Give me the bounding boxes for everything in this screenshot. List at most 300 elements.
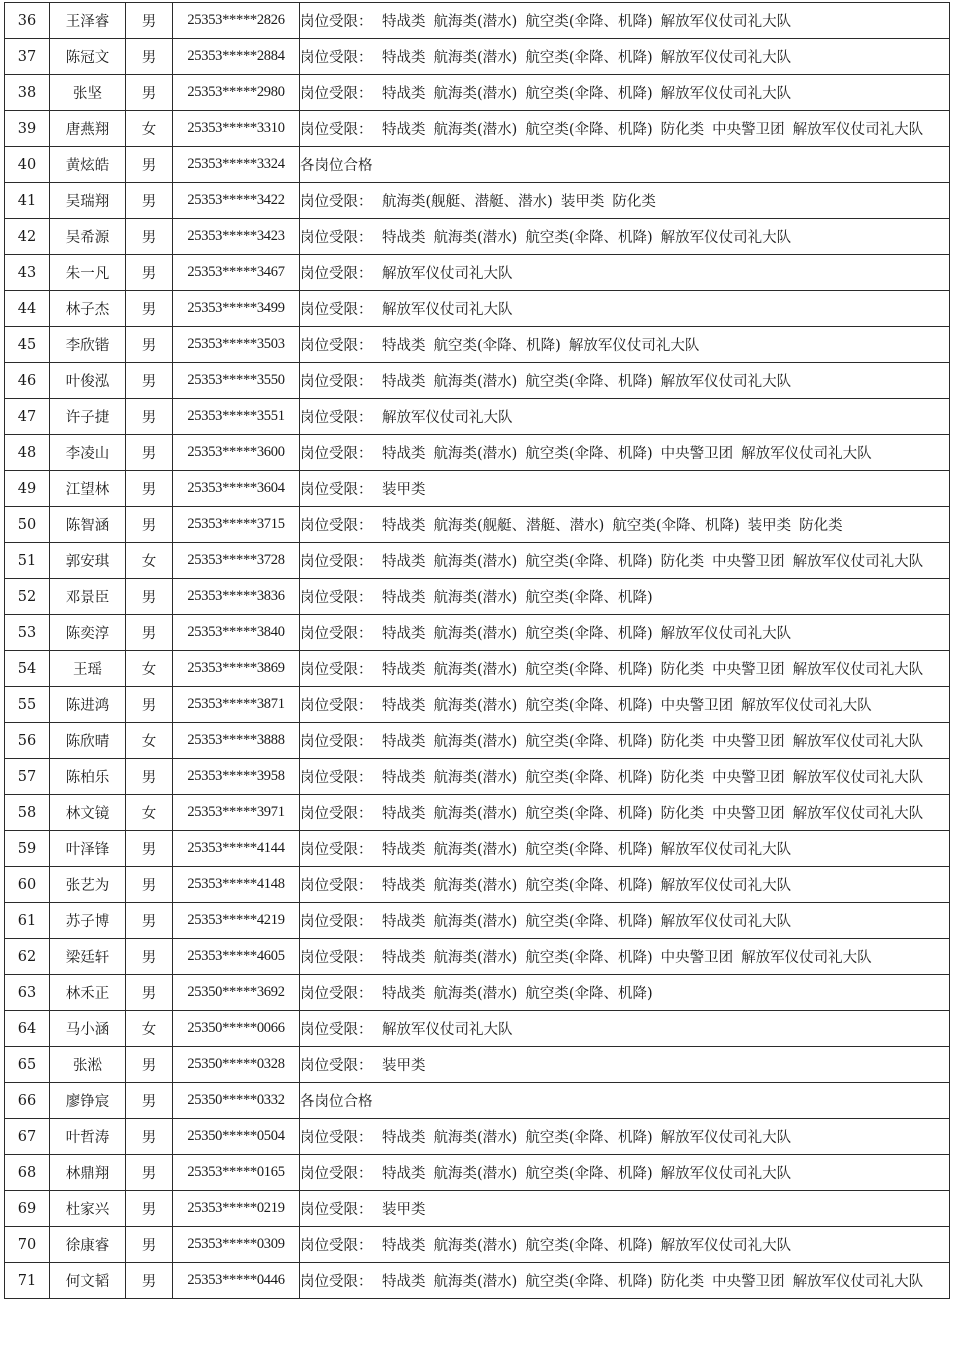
name-cell: 陈欣晴 — [50, 723, 126, 759]
name-cell: 梁廷轩 — [50, 939, 126, 975]
table-row — [5, 831, 950, 867]
table-row — [5, 687, 950, 723]
table-row — [5, 75, 950, 111]
restriction-cell — [300, 435, 950, 471]
id-number-cell: 25353*****3310 — [173, 111, 300, 147]
restriction-cell — [300, 1227, 950, 1263]
sex-cell: 男 — [126, 39, 173, 75]
sex-cell: 男 — [126, 507, 173, 543]
table-row — [5, 1047, 950, 1083]
id-number-cell: 25350*****0066 — [173, 1011, 300, 1047]
restriction-label: 岗位受限： — [300, 734, 373, 750]
sex-cell: 男 — [126, 759, 173, 795]
name-cell: 王瑶 — [50, 651, 126, 687]
row-number-cell: 57 — [5, 759, 50, 795]
name-cell: 江望林 — [50, 471, 126, 507]
restricted-post-item: 防化类 — [799, 518, 843, 534]
restriction-cell — [300, 255, 950, 291]
restricted-post-item: 解放军仪仗司礼大队 — [660, 1166, 792, 1182]
id-number-cell: 25353*****3324 — [173, 147, 300, 183]
restricted-post-item: 特战类 — [382, 230, 426, 246]
table-row — [5, 183, 950, 219]
table-row — [5, 903, 950, 939]
name-cell: 陈柏乐 — [50, 759, 126, 795]
restricted-post-item: 中央警卫团 — [660, 698, 734, 714]
sex-cell: 男 — [126, 975, 173, 1011]
restriction-label: 岗位受限： — [300, 806, 373, 822]
restricted-post-item: 航空类(伞降、机降) — [525, 734, 653, 750]
restricted-post-item: 中央警卫团 — [712, 122, 785, 138]
row-number-cell: 51 — [5, 543, 50, 579]
sex-cell: 男 — [126, 1191, 173, 1227]
restricted-post-item: 解放军仪仗司礼大队 — [792, 662, 924, 678]
name-cell: 叶哲涛 — [50, 1119, 126, 1155]
restriction-label: 岗位受限： — [300, 122, 373, 138]
row-number-cell: 40 — [5, 147, 50, 183]
restricted-post-item: 航海类(潜水) — [433, 446, 518, 462]
table-row — [5, 327, 950, 363]
restricted-post-item: 解放军仪仗司礼大队 — [660, 842, 792, 858]
row-number-cell: 62 — [5, 939, 50, 975]
id-number-cell: 25353*****4219 — [173, 903, 300, 939]
restricted-post-item: 特战类 — [382, 806, 426, 822]
table-row — [5, 795, 950, 831]
name-cell: 朱一凡 — [50, 255, 126, 291]
restriction-label: 各岗位合格 — [300, 158, 373, 174]
id-number-cell: 25353*****4605 — [173, 939, 300, 975]
restriction-cell — [300, 363, 950, 399]
restricted-post-item: 防化类 — [660, 1274, 705, 1290]
id-number-cell: 25353*****3550 — [173, 363, 300, 399]
row-number-cell: 48 — [5, 435, 50, 471]
restricted-post-item: 特战类 — [382, 122, 426, 138]
restricted-post-item: 航空类(伞降、机降) — [525, 1274, 653, 1290]
row-number-cell: 36 — [5, 3, 50, 39]
restricted-post-item: 防化类 — [660, 734, 705, 750]
restriction-cell — [300, 327, 950, 363]
roster-table-body — [5, 3, 950, 1299]
restricted-post-item: 特战类 — [382, 734, 426, 750]
table-row — [5, 219, 950, 255]
row-number-cell: 66 — [5, 1083, 50, 1119]
id-number-cell: 25353*****3551 — [173, 399, 300, 435]
name-cell: 林鼎翔 — [50, 1155, 126, 1191]
sex-cell: 男 — [126, 831, 173, 867]
id-number-cell: 25353*****3958 — [173, 759, 300, 795]
sex-cell: 男 — [126, 75, 173, 111]
name-cell: 王泽睿 — [50, 3, 126, 39]
roster-table — [4, 2, 950, 1299]
restriction-label: 岗位受限： — [300, 230, 373, 246]
name-cell: 杜家兴 — [50, 1191, 126, 1227]
name-cell: 李凌山 — [50, 435, 126, 471]
restriction-cell — [300, 543, 950, 579]
restricted-post-item: 航海类(潜水) — [433, 1238, 518, 1254]
restriction-cell — [300, 507, 950, 543]
id-number-cell: 25353*****0165 — [173, 1155, 300, 1191]
id-number-cell: 25353*****2884 — [173, 39, 300, 75]
name-cell: 马小涵 — [50, 1011, 126, 1047]
restricted-post-item: 航空类(伞降、机降) — [612, 518, 740, 534]
restriction-label: 岗位受限： — [300, 770, 373, 786]
row-number-cell: 44 — [5, 291, 50, 327]
table-row — [5, 1155, 950, 1191]
sex-cell: 女 — [126, 651, 173, 687]
restricted-post-item: 解放军仪仗司礼大队 — [741, 950, 872, 966]
restricted-post-item: 航空类(伞降、机降) — [525, 986, 653, 1002]
table-row — [5, 39, 950, 75]
sex-cell: 男 — [126, 1047, 173, 1083]
restricted-post-item: 航海类(潜水) — [433, 734, 518, 750]
restricted-post-item: 装甲类 — [747, 518, 792, 534]
restriction-label: 岗位受限： — [300, 1202, 373, 1218]
restricted-post-item: 防化类 — [660, 662, 705, 678]
id-number-cell: 25353*****2826 — [173, 3, 300, 39]
id-number-cell: 25353*****3715 — [173, 507, 300, 543]
id-number-cell: 25353*****4144 — [173, 831, 300, 867]
restricted-post-item: 解放军仪仗司礼大队 — [660, 914, 792, 930]
restricted-post-item: 航空类(伞降、机降) — [525, 1130, 653, 1146]
row-number-cell: 49 — [5, 471, 50, 507]
restriction-label: 岗位受限： — [300, 14, 373, 30]
restricted-post-item: 航海类(潜水) — [433, 1166, 518, 1182]
sex-cell: 男 — [126, 687, 173, 723]
restricted-post-item: 中央警卫团 — [660, 950, 734, 966]
sex-cell: 男 — [126, 903, 173, 939]
table-row — [5, 1191, 950, 1227]
restricted-post-item: 特战类 — [382, 590, 426, 606]
table-row — [5, 543, 950, 579]
id-number-cell: 25353*****3422 — [173, 183, 300, 219]
restricted-post-item: 航海类(潜水) — [433, 86, 518, 102]
restricted-post-item: 特战类 — [382, 1130, 426, 1146]
row-number-cell: 58 — [5, 795, 50, 831]
restricted-post-item: 特战类 — [382, 374, 426, 390]
restricted-post-item: 特战类 — [382, 914, 426, 930]
table-row — [5, 975, 950, 1011]
table-row — [5, 1227, 950, 1263]
restricted-post-item: 解放军仪仗司礼大队 — [741, 446, 872, 462]
restriction-cell — [300, 183, 950, 219]
restricted-post-item: 装甲类 — [560, 194, 605, 210]
restricted-post-item: 航空类(伞降、机降) — [525, 662, 653, 678]
name-cell: 吴瑞翔 — [50, 183, 126, 219]
restricted-post-item: 航海类(潜水) — [433, 590, 518, 606]
table-row — [5, 507, 950, 543]
restriction-cell — [300, 795, 950, 831]
restricted-post-item: 防化类 — [660, 554, 705, 570]
restricted-post-item: 解放军仪仗司礼大队 — [660, 878, 792, 894]
name-cell: 何文韬 — [50, 1263, 126, 1299]
id-number-cell: 25353*****3503 — [173, 327, 300, 363]
row-number-cell: 61 — [5, 903, 50, 939]
name-cell: 李欣锴 — [50, 327, 126, 363]
row-number-cell: 55 — [5, 687, 50, 723]
restricted-post-item: 特战类 — [382, 518, 426, 534]
restricted-post-item: 航空类(伞降、机降) — [525, 14, 653, 30]
row-number-cell: 38 — [5, 75, 50, 111]
name-cell: 陈进鸿 — [50, 687, 126, 723]
table-row — [5, 3, 950, 39]
restricted-post-item: 特战类 — [382, 446, 426, 462]
restricted-post-item: 航空类(伞降、机降) — [525, 230, 653, 246]
restricted-post-item: 航空类(伞降、机降) — [525, 698, 653, 714]
restriction-label: 岗位受限： — [300, 1130, 373, 1146]
table-row — [5, 867, 950, 903]
restriction-cell — [300, 939, 950, 975]
restricted-post-item: 防化类 — [612, 194, 656, 210]
sex-cell: 女 — [126, 1011, 173, 1047]
restriction-cell — [300, 1011, 950, 1047]
restricted-post-item: 航海类(潜水) — [433, 554, 518, 570]
restricted-post-item: 航空类(伞降、机降) — [525, 1238, 653, 1254]
restriction-label: 岗位受限： — [300, 1058, 373, 1074]
restricted-post-item: 防化类 — [660, 770, 705, 786]
sex-cell: 男 — [126, 1155, 173, 1191]
restricted-post-item: 中央警卫团 — [712, 770, 785, 786]
restricted-post-item: 特战类 — [382, 662, 426, 678]
restriction-label: 岗位受限： — [300, 950, 373, 966]
sex-cell: 男 — [126, 327, 173, 363]
restricted-post-item: 特战类 — [382, 14, 426, 30]
sex-cell: 女 — [126, 723, 173, 759]
restriction-cell — [300, 903, 950, 939]
sex-cell: 男 — [126, 219, 173, 255]
restricted-post-item: 防化类 — [660, 122, 705, 138]
name-cell: 林子杰 — [50, 291, 126, 327]
id-number-cell: 25350*****0332 — [173, 1083, 300, 1119]
sex-cell: 男 — [126, 471, 173, 507]
restriction-cell — [300, 471, 950, 507]
row-number-cell: 37 — [5, 39, 50, 75]
restricted-post-item: 解放军仪仗司礼大队 — [382, 410, 513, 426]
name-cell: 林禾正 — [50, 975, 126, 1011]
name-cell: 郭安琪 — [50, 543, 126, 579]
name-cell: 林文镜 — [50, 795, 126, 831]
restriction-label: 岗位受限： — [300, 86, 373, 102]
table-row — [5, 147, 950, 183]
name-cell: 许子捷 — [50, 399, 126, 435]
sex-cell: 男 — [126, 1119, 173, 1155]
restricted-post-item: 特战类 — [382, 878, 426, 894]
restricted-post-item: 航空类(伞降、机降) — [525, 590, 653, 606]
sex-cell: 男 — [126, 435, 173, 471]
restriction-label: 岗位受限： — [300, 50, 373, 66]
id-number-cell: 25353*****3871 — [173, 687, 300, 723]
restriction-label: 岗位受限： — [300, 194, 373, 210]
table-row — [5, 579, 950, 615]
restricted-post-item: 特战类 — [382, 986, 426, 1002]
table-row — [5, 111, 950, 147]
sex-cell: 男 — [126, 399, 173, 435]
id-number-cell: 25350*****3692 — [173, 975, 300, 1011]
sex-cell: 女 — [126, 543, 173, 579]
restriction-cell — [300, 1083, 950, 1119]
restricted-post-item: 航空类(伞降、机降) — [525, 50, 653, 66]
row-number-cell: 54 — [5, 651, 50, 687]
restricted-post-item: 航海类(潜水) — [433, 1130, 518, 1146]
restriction-cell — [300, 831, 950, 867]
row-number-cell: 52 — [5, 579, 50, 615]
restricted-post-item: 装甲类 — [382, 1202, 426, 1218]
restricted-post-item: 航海类(潜水) — [433, 986, 518, 1002]
restricted-post-item: 特战类 — [382, 554, 426, 570]
restricted-post-item: 中央警卫团 — [660, 446, 734, 462]
restricted-post-item: 解放军仪仗司礼大队 — [568, 338, 700, 354]
restriction-cell — [300, 579, 950, 615]
restriction-cell — [300, 399, 950, 435]
restricted-post-item: 解放军仪仗司礼大队 — [382, 302, 513, 318]
restricted-post-item: 装甲类 — [382, 482, 426, 498]
restriction-cell — [300, 1263, 950, 1299]
restricted-post-item: 特战类 — [382, 626, 426, 642]
sex-cell: 男 — [126, 1263, 173, 1299]
row-number-cell: 42 — [5, 219, 50, 255]
restriction-cell — [300, 291, 950, 327]
restriction-cell — [300, 39, 950, 75]
table-row — [5, 435, 950, 471]
restricted-post-item: 解放军仪仗司礼大队 — [792, 806, 924, 822]
restricted-post-item: 解放军仪仗司礼大队 — [792, 122, 924, 138]
id-number-cell: 25353*****3604 — [173, 471, 300, 507]
restricted-post-item: 解放军仪仗司礼大队 — [660, 86, 792, 102]
restriction-cell — [300, 111, 950, 147]
restriction-cell — [300, 687, 950, 723]
restricted-post-item: 解放军仪仗司礼大队 — [382, 266, 513, 282]
restricted-post-item: 特战类 — [382, 1166, 426, 1182]
restricted-post-item: 航海类(潜水) — [433, 230, 518, 246]
table-row — [5, 651, 950, 687]
restricted-post-item: 航空类(伞降、机降) — [525, 950, 653, 966]
restriction-label: 岗位受限： — [300, 590, 373, 606]
sex-cell: 男 — [126, 183, 173, 219]
row-number-cell: 60 — [5, 867, 50, 903]
restricted-post-item: 航空类(伞降、机降) — [525, 842, 653, 858]
restricted-post-item: 特战类 — [382, 950, 426, 966]
restriction-label: 岗位受限： — [300, 1238, 373, 1254]
restriction-label: 岗位受限： — [300, 302, 373, 318]
restricted-post-item: 解放军仪仗司礼大队 — [660, 1130, 792, 1146]
table-row — [5, 939, 950, 975]
row-number-cell: 43 — [5, 255, 50, 291]
sex-cell: 女 — [126, 111, 173, 147]
restricted-post-item: 航海类(潜水) — [433, 14, 518, 30]
restricted-post-item: 航海类(潜水) — [433, 878, 518, 894]
table-row — [5, 615, 950, 651]
id-number-cell: 25353*****2980 — [173, 75, 300, 111]
restriction-cell — [300, 615, 950, 651]
sex-cell: 男 — [126, 1227, 173, 1263]
name-cell: 陈冠文 — [50, 39, 126, 75]
restriction-label: 岗位受限： — [300, 266, 373, 282]
name-cell: 徐康睿 — [50, 1227, 126, 1263]
restriction-cell — [300, 1047, 950, 1083]
row-number-cell: 70 — [5, 1227, 50, 1263]
row-number-cell: 71 — [5, 1263, 50, 1299]
sex-cell: 男 — [126, 579, 173, 615]
sex-cell: 男 — [126, 867, 173, 903]
id-number-cell: 25353*****3888 — [173, 723, 300, 759]
row-number-cell: 45 — [5, 327, 50, 363]
restriction-cell — [300, 759, 950, 795]
name-cell: 廖铮宸 — [50, 1083, 126, 1119]
sex-cell: 男 — [126, 1083, 173, 1119]
restricted-post-item: 航空类(伞降、机降) — [525, 1166, 653, 1182]
id-number-cell: 25353*****0309 — [173, 1227, 300, 1263]
sex-cell: 女 — [126, 795, 173, 831]
sex-cell: 男 — [126, 615, 173, 651]
restricted-post-item: 航空类(伞降、机降) — [525, 914, 653, 930]
restriction-label: 岗位受限： — [300, 518, 373, 534]
restriction-label: 各岗位合格 — [300, 1094, 373, 1110]
id-number-cell: 25353*****3728 — [173, 543, 300, 579]
table-row — [5, 363, 950, 399]
restricted-post-item: 航空类(伞降、机降) — [525, 770, 653, 786]
restricted-post-item: 航海类(潜水) — [433, 806, 518, 822]
restriction-cell — [300, 3, 950, 39]
row-number-cell: 39 — [5, 111, 50, 147]
restricted-post-item: 航海类(舰艇、潜艇、潜水) — [382, 194, 553, 210]
restricted-post-item: 特战类 — [382, 1238, 426, 1254]
restricted-post-item: 特战类 — [382, 86, 426, 102]
restriction-label: 岗位受限： — [300, 1166, 373, 1182]
restricted-post-item: 特战类 — [382, 698, 426, 714]
row-number-cell: 50 — [5, 507, 50, 543]
id-number-cell: 25353*****3499 — [173, 291, 300, 327]
restricted-post-item: 解放军仪仗司礼大队 — [660, 50, 792, 66]
restricted-post-item: 航空类(伞降、机降) — [525, 374, 653, 390]
restriction-label: 岗位受限： — [300, 446, 373, 462]
restricted-post-item: 航海类(潜水) — [433, 914, 518, 930]
restricted-post-item: 解放军仪仗司礼大队 — [792, 734, 924, 750]
restricted-post-item: 装甲类 — [382, 1058, 426, 1074]
restriction-cell — [300, 1191, 950, 1227]
restricted-post-item: 航空类(伞降、机降) — [525, 806, 653, 822]
name-cell: 张淞 — [50, 1047, 126, 1083]
sex-cell: 男 — [126, 3, 173, 39]
restricted-post-item: 航海类(潜水) — [433, 662, 518, 678]
id-number-cell: 25350*****0504 — [173, 1119, 300, 1155]
restriction-label: 岗位受限： — [300, 914, 373, 930]
restricted-post-item: 特战类 — [382, 50, 426, 66]
name-cell: 陈智涵 — [50, 507, 126, 543]
restriction-cell — [300, 1119, 950, 1155]
sex-cell: 男 — [126, 255, 173, 291]
name-cell: 苏子博 — [50, 903, 126, 939]
restricted-post-item: 解放军仪仗司礼大队 — [792, 554, 924, 570]
restricted-post-item: 航空类(伞降、机降) — [525, 554, 653, 570]
row-number-cell: 59 — [5, 831, 50, 867]
id-number-cell: 25353*****3423 — [173, 219, 300, 255]
restriction-label: 岗位受限： — [300, 1274, 373, 1290]
restricted-post-item: 航海类(潜水) — [433, 122, 518, 138]
name-cell: 叶俊泓 — [50, 363, 126, 399]
restricted-post-item: 解放军仪仗司礼大队 — [792, 1274, 924, 1290]
restricted-post-item: 中央警卫团 — [712, 662, 785, 678]
table-row — [5, 759, 950, 795]
restriction-cell — [300, 147, 950, 183]
row-number-cell: 46 — [5, 363, 50, 399]
restricted-post-item: 解放军仪仗司礼大队 — [660, 374, 792, 390]
restricted-post-item: 航空类(伞降、机降) — [525, 122, 653, 138]
row-number-cell: 69 — [5, 1191, 50, 1227]
restricted-post-item: 中央警卫团 — [712, 806, 785, 822]
restricted-post-item: 中央警卫团 — [712, 734, 785, 750]
row-number-cell: 41 — [5, 183, 50, 219]
restricted-post-item: 解放军仪仗司礼大队 — [660, 1238, 792, 1254]
id-number-cell: 25353*****3467 — [173, 255, 300, 291]
restricted-post-item: 航海类(潜水) — [433, 1274, 518, 1290]
